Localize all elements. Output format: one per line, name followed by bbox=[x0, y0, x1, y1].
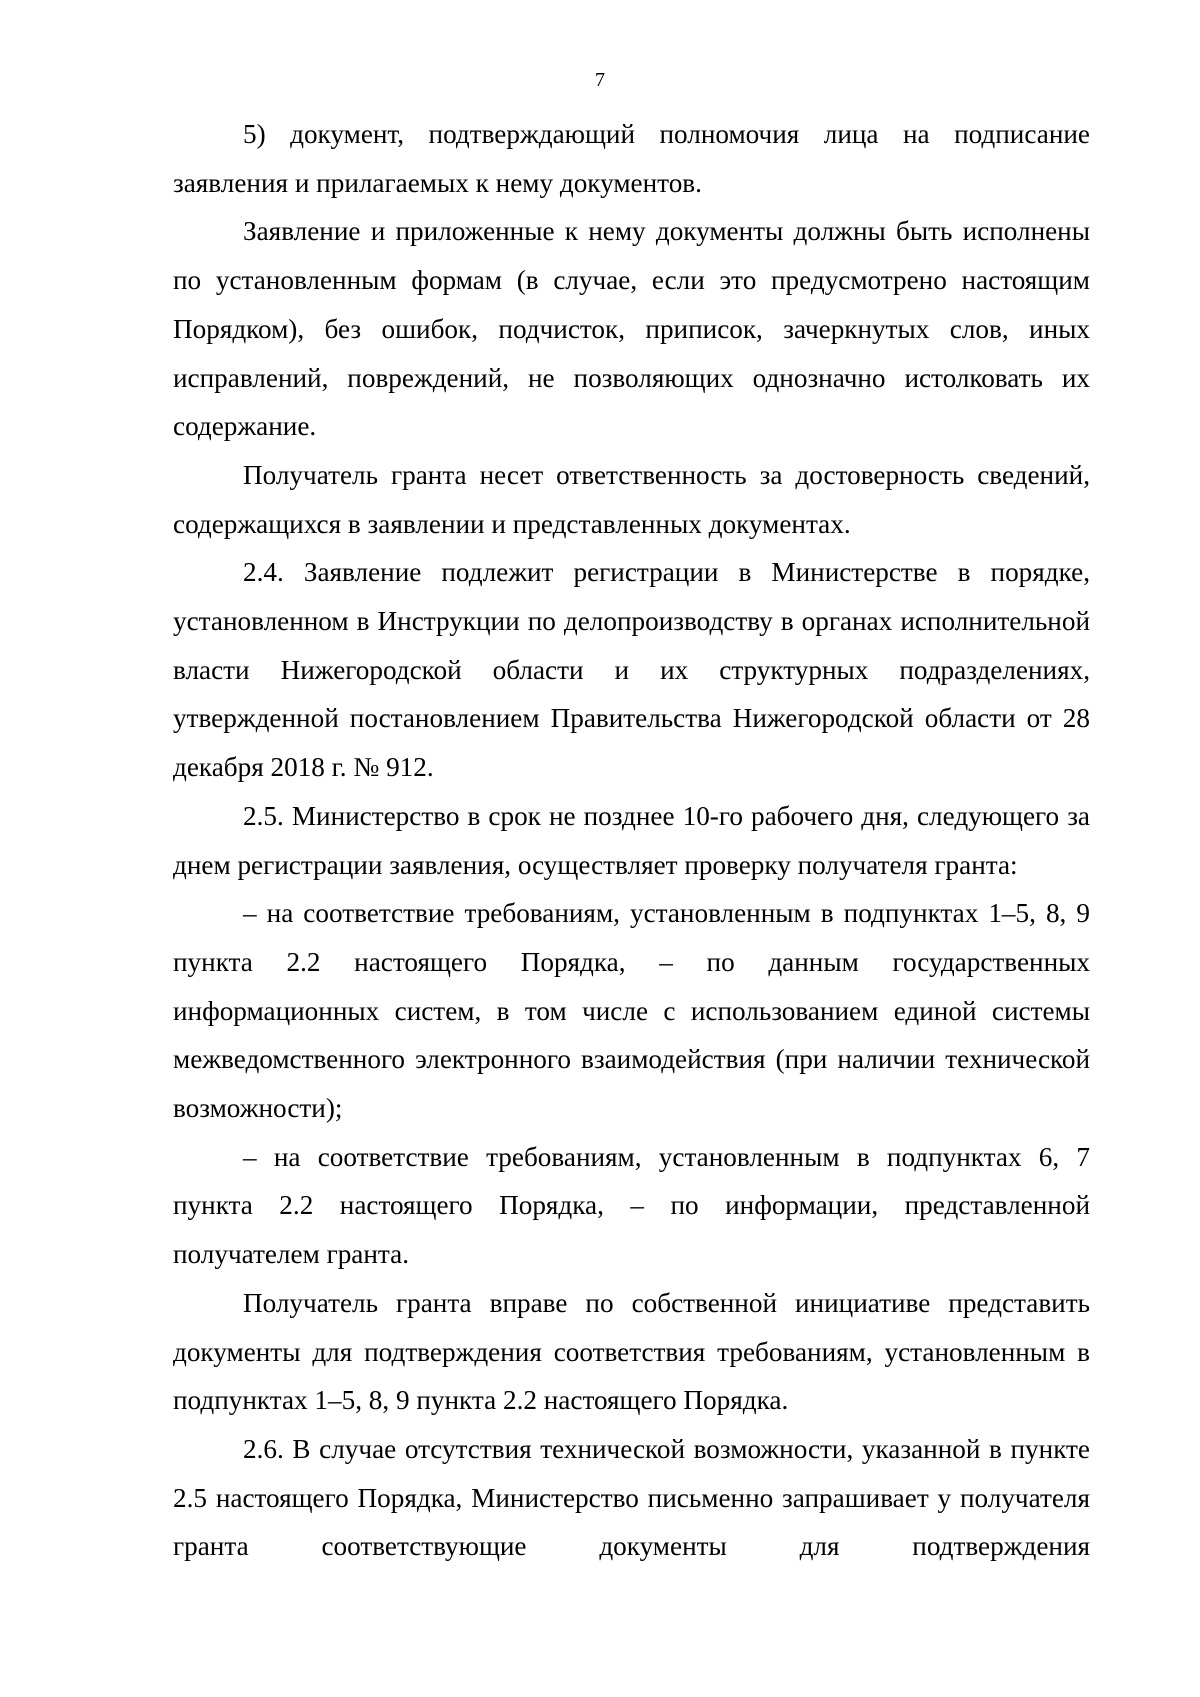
document-body bbox=[173, 110, 1090, 1571]
page-number: 7 bbox=[595, 69, 605, 91]
paragraph-check-grantee-info: – на соответствие требованиям, установленным в подпунктах 6, 7 пункта 2.2 настоящего Порядка, – по информации, представленной получателем гранта. bbox=[173, 1141, 1090, 1270]
paragraph-item-5: 5) документ, подтверждающий полномочия лица на подписание заявления и прилагаемых к нему документов. bbox=[173, 119, 1090, 198]
paragraph-section-2-4: 2.4. Заявление подлежит регистрации в Министерстве в порядке, установленном в Инструкции по делопроизводству в органах исполнительной власти Нижегородской области и их структурных подразделениях, утвержденной постановлением Правительства Нижегородской области от 28 декабря 2018 г. № 912. bbox=[173, 557, 1090, 783]
paragraph-check-state-systems: – на соответствие требованиям, установленным в подпунктах 1–5, 8, 9 пункта 2.2 настоящего Порядка, – по данным государственных информационных систем, в том числе с использованием единой системы межведомственного электронного взаимодействия (при наличии технической возможности); bbox=[173, 898, 1090, 1124]
paragraph-section-2-5: 2.5. Министерство в срок не позднее 10-го рабочего дня, следующего за днем регистрации заявления, осуществляет проверку получателя гранта: bbox=[173, 800, 1090, 880]
paragraph-application-requirements: Заявление и приложенные к нему документы должны быть исполнены по установленным формам (в случае, если это предусмотрено настоящим Порядком), без ошибок, подчисток, приписок, зачеркнутых слов, иных исправлений, повреждений, не позволяющих однозначно истолковать их содержание. bbox=[173, 216, 1090, 442]
paragraph-grantee-responsibility: Получатель гранта несет ответственность за достоверность сведений, содержащихся в заявлении и представленных документах. bbox=[173, 459, 1090, 539]
paragraph-grantee-initiative: Получатель гранта вправе по собственной инициативе представить документы для подтверждения соответствия требованиям, установленным в подпунктах 1–5, 8, 9 пункта 2.2 настоящего Порядка. bbox=[173, 1287, 1090, 1416]
paragraph-section-2-6: 2.6. В случае отсутствия технической возможности, указанной в пункте 2.5 настоящего Порядка, Министерство письменно запрашивает у получателя гранта соответствующие документы для подтверждения bbox=[173, 1433, 1090, 1562]
